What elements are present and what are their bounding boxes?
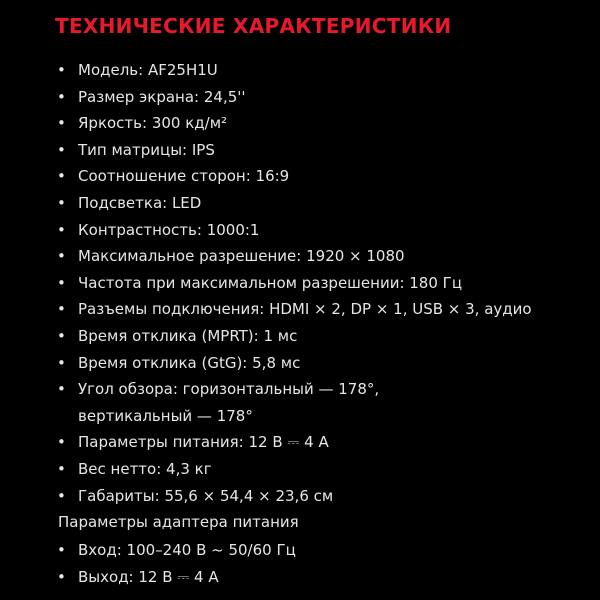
spec-text: Угол обзора: горизонтальный — 178°, — [78, 380, 380, 399]
spec-text: Время отклика (GtG): 5,8 мс — [78, 353, 301, 372]
adapter-item-output — [54, 564, 594, 591]
bullet-icon: • — [57, 273, 66, 292]
spec-text: Время отклика (MPRT): 1 мс — [78, 326, 298, 345]
adapter-text: Выход: 12 В ⎓ 4 А — [78, 567, 219, 586]
adapter-text: Вход: 100–240 В ~ 50/60 Гц — [78, 541, 296, 559]
spec-item-response-mprt — [54, 323, 594, 350]
bullet-icon: • — [57, 459, 66, 478]
bullet-icon: • — [57, 140, 66, 159]
bullet-icon: • — [57, 353, 66, 372]
bullet-icon: • — [57, 541, 66, 559]
bullet-icon: • — [57, 114, 66, 133]
spec-text: Частота при максимальном разрешении: 180 Гц — [78, 273, 463, 292]
page-title: ТЕХНИЧЕСКИЕ ХАРАКТЕРИСТИКИ — [55, 14, 452, 38]
spec-text: Разъемы подключения: HDMI × 2, DP × 1, USB × 3, аудио — [78, 300, 532, 319]
spec-text-continuation: вертикальный — 178° — [78, 406, 253, 425]
spec-item-power — [54, 429, 594, 456]
bullet-icon: • — [57, 300, 66, 319]
spec-text: Соотношение сторон: 16:9 — [78, 167, 290, 186]
spec-text: Максимальное разрешение: 1920 × 1080 — [78, 247, 405, 266]
spec-text: Тип матрицы: IPS — [78, 140, 215, 159]
bullet-icon: • — [57, 193, 66, 212]
spec-item-max-resolution — [54, 243, 594, 270]
spec-item-net-weight — [54, 456, 594, 483]
spec-text: Вес нетто: 4,3 кг — [78, 459, 212, 478]
spec-item-refresh-rate — [54, 270, 594, 297]
spec-item-response-gtg — [54, 350, 594, 377]
spec-list — [54, 57, 594, 509]
spec-item-matrix-type — [54, 137, 594, 164]
bullet-icon: • — [57, 220, 66, 239]
bullet-icon: • — [57, 486, 66, 505]
bullet-icon: • — [57, 567, 66, 586]
adapter-heading: Параметры адаптера питания — [58, 513, 299, 531]
bullet-icon: • — [57, 87, 66, 106]
bullet-icon: • — [57, 433, 66, 452]
spec-item-contrast — [54, 217, 594, 244]
spec-text: Яркость: 300 кд/м² — [78, 114, 228, 133]
spec-item-connectors — [54, 296, 594, 323]
spec-text: Контрастность: 1000:1 — [78, 220, 260, 239]
bullet-icon: • — [57, 247, 66, 266]
spec-item-screen-size — [54, 84, 594, 111]
adapter-list — [54, 537, 594, 590]
spec-item-brightness — [54, 110, 594, 137]
spec-item-viewing-angle — [54, 376, 594, 429]
spec-text: Размер экрана: 24,5'' — [78, 87, 246, 106]
spec-item-backlight — [54, 190, 594, 217]
spec-text: Параметры питания: 12 В ⎓ 4 А — [78, 433, 329, 452]
bullet-icon: • — [57, 326, 66, 345]
bullet-icon: • — [57, 61, 66, 79]
spec-text: Подсветка: LED — [78, 193, 202, 212]
adapter-item-input — [54, 537, 594, 564]
spec-item-model — [54, 57, 594, 84]
bullet-icon: • — [57, 380, 66, 399]
spec-item-aspect-ratio — [54, 163, 594, 190]
spec-text: Габариты: 55,6 × 54,4 × 23,6 см — [78, 486, 334, 505]
spec-item-dimensions — [54, 483, 594, 510]
spec-text: Модель: AF25H1U — [78, 61, 218, 79]
bullet-icon: • — [57, 167, 66, 186]
